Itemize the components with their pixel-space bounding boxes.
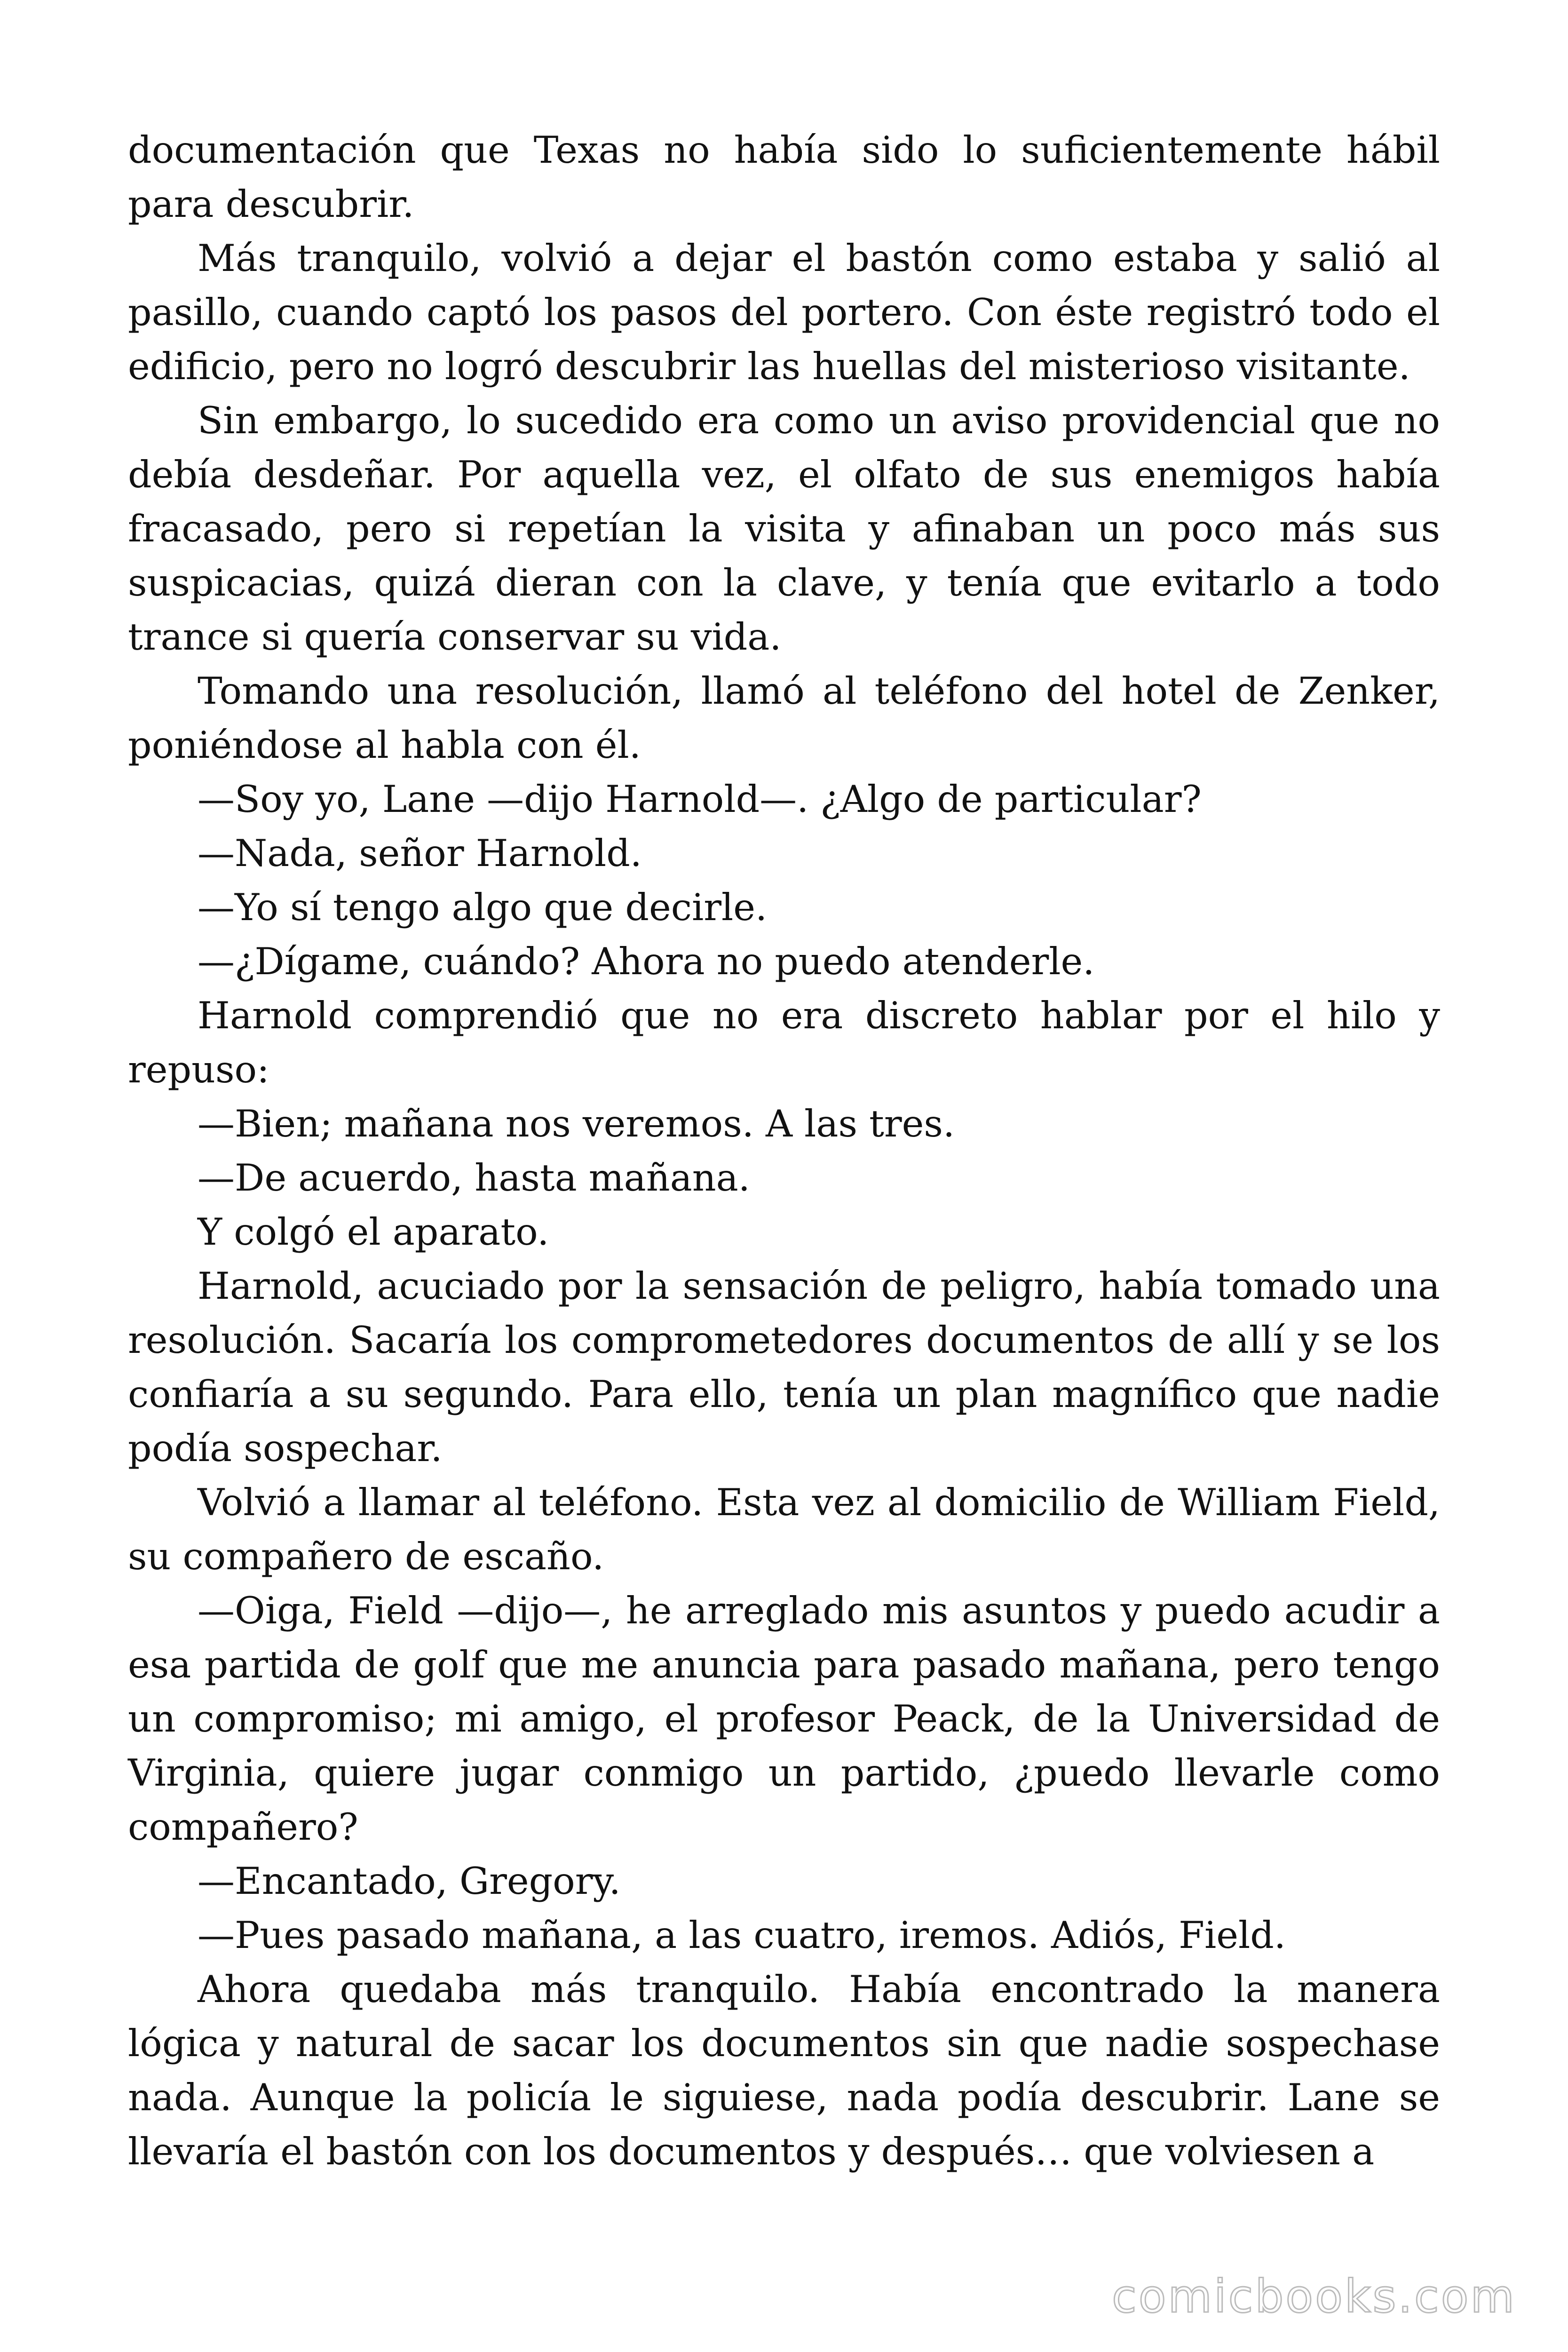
paragraph-10: —Bien; mañana nos veremos. A las tres.	[198, 1102, 955, 1145]
paragraph-5: —Soy yo, Lane —dijo Harnold—. ¿Algo de particular?	[198, 778, 1202, 821]
paragraph-12: Y colgó el aparato.	[198, 1210, 549, 1254]
paragraph-11: —De acuerdo, hasta mañana.	[198, 1156, 750, 1200]
paragraph-14: Volvió a llamar al teléfono. Esta vez al domicilio de William Field, su compañero de escaño.	[128, 1481, 1440, 1578]
paragraph-4: Tomando una resolución, llamó al teléfono del hotel de Zenker, poniéndose al habla con él.	[128, 669, 1440, 767]
paragraph-16: —Encantado, Gregory.	[198, 1859, 621, 1903]
paragraph-1: documentación que Texas no había sido lo suficientemente hábil para descubrir.	[128, 128, 1440, 226]
paragraph-6: —Nada, señor Harnold.	[198, 832, 642, 875]
paragraph-18: Ahora quedaba más tranquilo. Había encontrado la manera lógica y natural de sacar los documentos sin que nadie sospechase nada. Aunque la policía le siguiese, nada podía descubrir. Lane se llevaría el bastón con los documentos y después… que volviesen a	[128, 1968, 1440, 2173]
paragraph-7: —Yo sí tengo algo que decirle.	[198, 886, 768, 929]
paragraph-13: Harnold, acuciado por la sensación de peligro, había tomado una resolución. Sacaría los comprometedores documentos de allí y se los confiaría a su segundo. Para ello, tenía un plan magnífico que nadie podía sospechar.	[128, 1264, 1440, 1470]
paragraph-8: —¿Dígame, cuándo? Ahora no puedo atenderle.	[198, 940, 1095, 983]
paragraph-3: Sin embargo, lo sucedido era como un aviso providencial que no debía desdeñar. Por aquella vez, el olfato de sus enemigos había fracasado, pero si repetían la visita y afinaban un poco más sus suspicacias, quizá dieran con la clave, y tenía que evitarlo a todo trance si quería conservar su vida.	[128, 399, 1440, 659]
paragraph-17: —Pues pasado mañana, a las cuatro, iremos. Adiós, Field.	[198, 1914, 1286, 1957]
paragraph-2: Más tranquilo, volvió a dejar el bastón como estaba y salió al pasillo, cuando captó los pasos del portero. Con éste registró todo el edificio, pero no logró descubrir las huellas del misterioso visitante.	[128, 237, 1440, 388]
paragraph-15: —Oiga, Field —dijo—, he arreglado mis asuntos y puedo acudir a esa partida de golf que me anuncia para pasado mañana, pero tengo un compromiso; mi amigo, el profesor Peack, de la Universidad de Virginia, quiere jugar conmigo un partido, ¿puedo llevarle como compañero?	[128, 1589, 1440, 1849]
page-text	[128, 123, 1440, 2179]
watermark: comicbooks.com	[1111, 2270, 1516, 2323]
paragraph-9: Harnold comprendió que no era discreto hablar por el hilo y repuso:	[128, 994, 1440, 1091]
